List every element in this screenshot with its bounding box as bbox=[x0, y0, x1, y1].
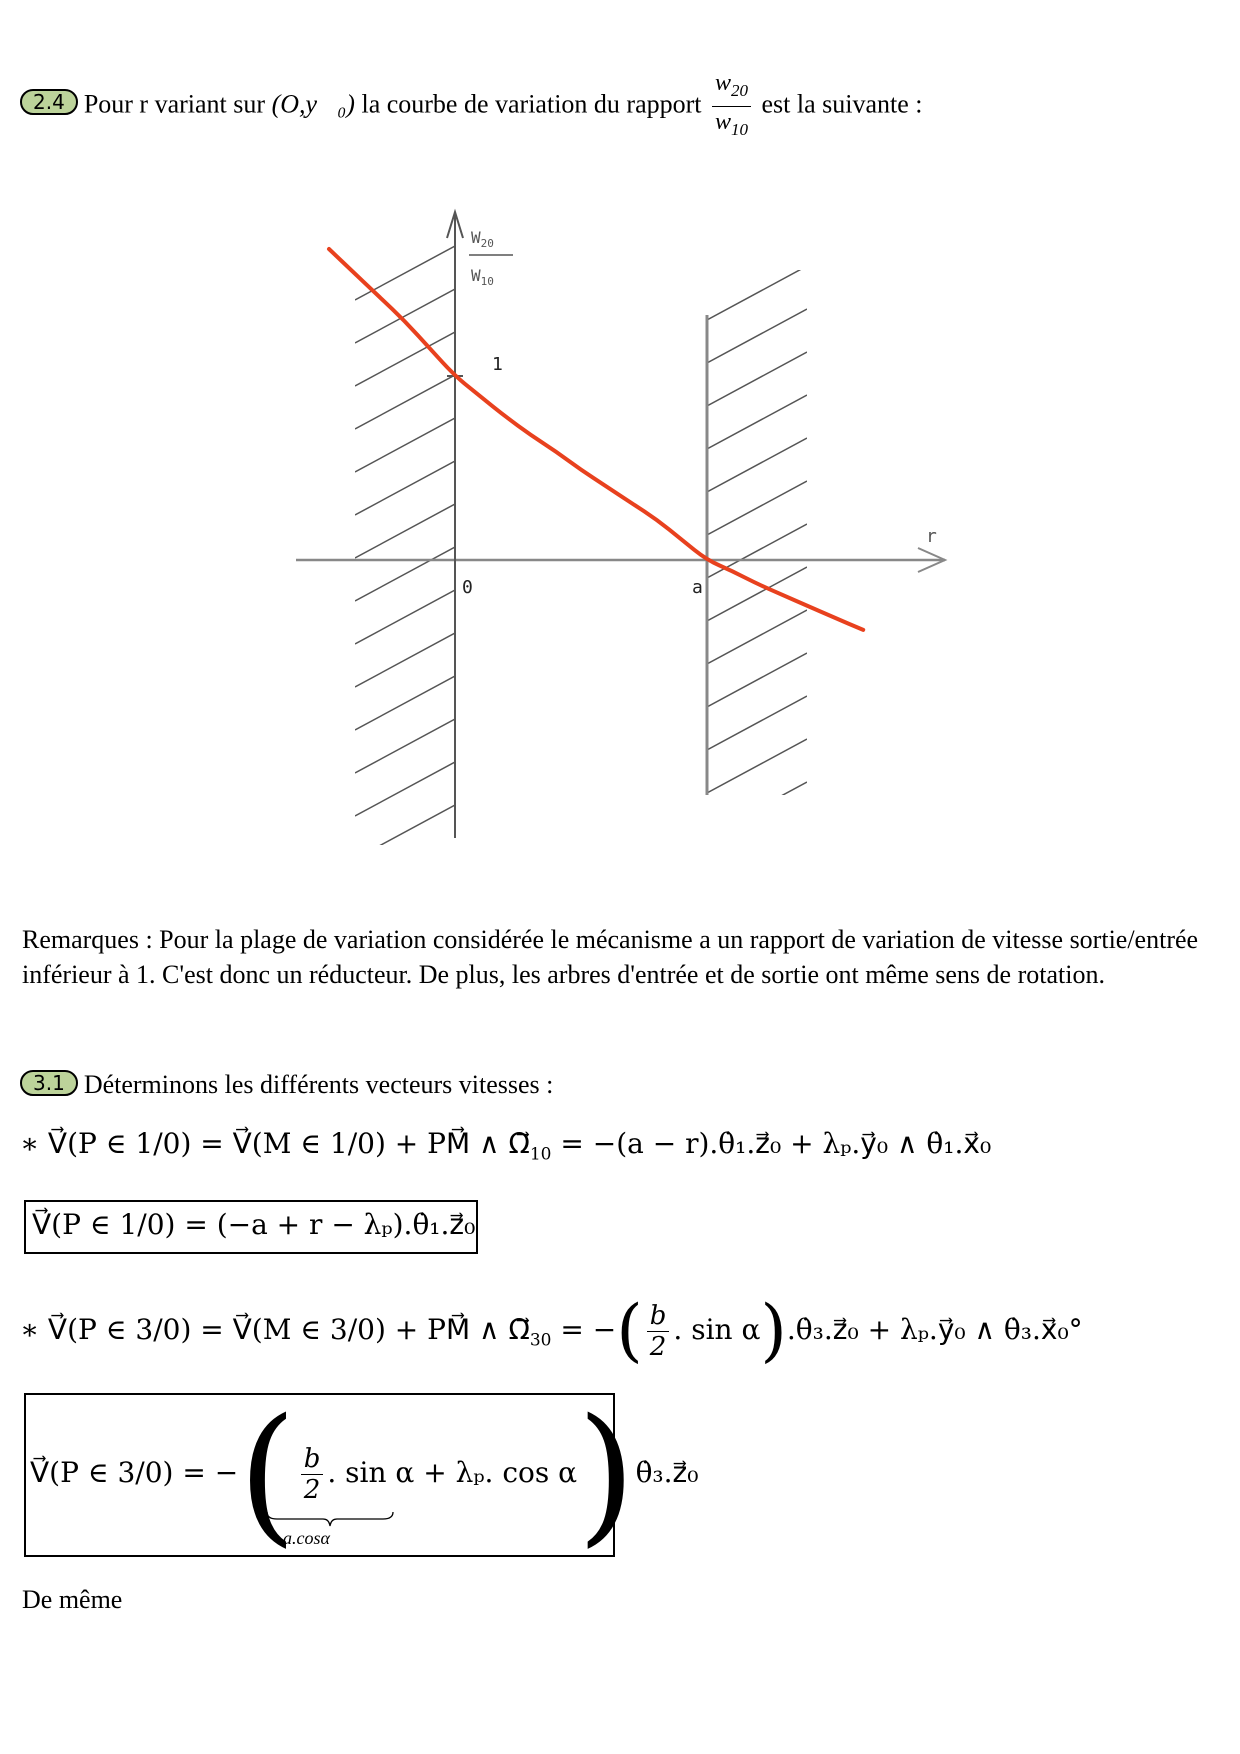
ratio-num-sub: 20 bbox=[731, 80, 749, 100]
hatch-line bbox=[355, 375, 455, 429]
equation-4-lhs: V⃗(P ∈ 3/0) = − bbox=[30, 1456, 239, 1489]
hatch-line bbox=[707, 438, 807, 492]
intro-text-middle: la courbe de variation du rapport bbox=[361, 89, 702, 119]
equation-4-frac-den: 2 bbox=[303, 1475, 321, 1505]
equation-3-frac-den: 2 bbox=[649, 1332, 667, 1362]
x-tick-label-0: 0 bbox=[462, 577, 473, 598]
series-curve-w20-w10 bbox=[329, 249, 863, 630]
hatch-line bbox=[355, 246, 455, 300]
equation-3-mid: = − bbox=[551, 1313, 617, 1346]
underbrace-icon bbox=[265, 1510, 395, 1530]
intro-text-before: Pour r variant sur bbox=[83, 89, 266, 119]
ratio-den: w bbox=[715, 108, 732, 135]
x-tick-label-a: a bbox=[692, 577, 703, 598]
equation-1 bbox=[20, 1124, 991, 1175]
hatch-line bbox=[707, 395, 807, 449]
section-3-1-line bbox=[20, 1069, 553, 1101]
forbidden-zone-left bbox=[355, 246, 455, 859]
equation-3-close-paren: ) bbox=[760, 1291, 787, 1371]
hatch-line bbox=[707, 610, 807, 664]
hatch-line bbox=[355, 289, 455, 343]
hatch-line bbox=[707, 524, 807, 578]
equation-4-frac-num: b bbox=[301, 1444, 324, 1475]
hatch-line bbox=[355, 805, 455, 859]
hatch-line bbox=[707, 266, 807, 320]
ylabel-den: $W_{10}$ bbox=[471, 266, 494, 288]
equation-3-fraction bbox=[647, 1301, 670, 1362]
hatch-line bbox=[355, 590, 455, 644]
equation-4-inner: . sin α + λₚ. cos α bbox=[327, 1456, 578, 1489]
xlabel-r: r bbox=[926, 526, 937, 547]
equation-3-frac-num: b bbox=[647, 1301, 670, 1332]
equation-4-open-paren: ( bbox=[238, 1387, 297, 1562]
forbidden-zone-right bbox=[707, 266, 807, 836]
interval: (O,y⃗₀) bbox=[271, 89, 355, 119]
equation-4-close-paren: ) bbox=[577, 1387, 636, 1562]
hatch-line bbox=[707, 567, 807, 621]
equation-3-sin: . sin α bbox=[673, 1313, 761, 1346]
equation-4-rhs: θ̇₃.z⃗₀ bbox=[635, 1456, 699, 1489]
section-3-1-text: Déterminons les différents vecteurs vitesses : bbox=[83, 1070, 554, 1099]
equation-3-rhs: .θ̇₃.z⃗₀ + λₚ.y⃗₀ ∧ θ̇₃.x⃗₀° bbox=[786, 1313, 1083, 1346]
hatch-line bbox=[355, 547, 455, 601]
equation-1-lhs: ∗ V⃗(P ∈ 1/0) = V⃗(M ∈ 1/0) + PM⃗ ∧ Ω⃗ bbox=[20, 1127, 530, 1160]
equation-1-omega-sub: 10 bbox=[529, 1144, 552, 1165]
hatch-line bbox=[355, 633, 455, 687]
equation-3 bbox=[20, 1290, 1083, 1370]
hatch-line bbox=[355, 504, 455, 558]
ratio-num: w bbox=[715, 70, 732, 96]
hatch-line bbox=[707, 309, 807, 363]
equation-2: V⃗(P ∈ 1/0) = (−a + r − λₚ).θ̇₁.z⃗₀ bbox=[32, 1208, 476, 1241]
hatch-line bbox=[707, 352, 807, 406]
equation-4-fraction bbox=[301, 1444, 324, 1505]
y-tick-label-1: 1 bbox=[492, 354, 503, 375]
equation-3-lhs: ∗ V⃗(P ∈ 3/0) = V⃗(M ∈ 3/0) + PM⃗ ∧ Ω⃗ bbox=[20, 1313, 530, 1346]
hatch-line bbox=[355, 461, 455, 515]
equation-3-open-paren: ( bbox=[616, 1291, 643, 1371]
ylabel-num: $W_{20}$ bbox=[471, 228, 494, 250]
outro-text: De même bbox=[22, 1585, 123, 1614]
hatch-line bbox=[707, 481, 807, 535]
hatch-line bbox=[355, 719, 455, 773]
intro-text-after: est la suivante : bbox=[761, 89, 923, 119]
hatch-line bbox=[355, 676, 455, 730]
hatch-line bbox=[707, 696, 807, 750]
hatch-line bbox=[355, 762, 455, 816]
section-badge-3-1: 3.1 bbox=[20, 1070, 78, 1096]
remarks-paragraph: Remarques : Pour la plage de variation considérée le mécanisme a un rapport de variation de vitesse sortie/entrée inférieur à 1. C'est donc un réducteur. De plus, les arbres d'entrée et de sortie ont même sens de rotation. bbox=[22, 925, 1199, 989]
hatch-line bbox=[707, 739, 807, 793]
underbrace-label: a.cosα bbox=[283, 1528, 330, 1548]
hatch-line bbox=[707, 782, 807, 836]
equation-3-omega-sub: 30 bbox=[529, 1330, 552, 1351]
hatch-line bbox=[707, 653, 807, 707]
equation-1-rhs: = −(a − r).θ̇₁.z⃗₀ + λₚ.y⃗₀ ∧ θ̇₁.x⃗₀ bbox=[551, 1127, 992, 1160]
ratio-den-sub: 10 bbox=[731, 119, 749, 139]
hatch-line bbox=[355, 418, 455, 472]
section-badge-2-4: 2.4 bbox=[20, 89, 78, 115]
